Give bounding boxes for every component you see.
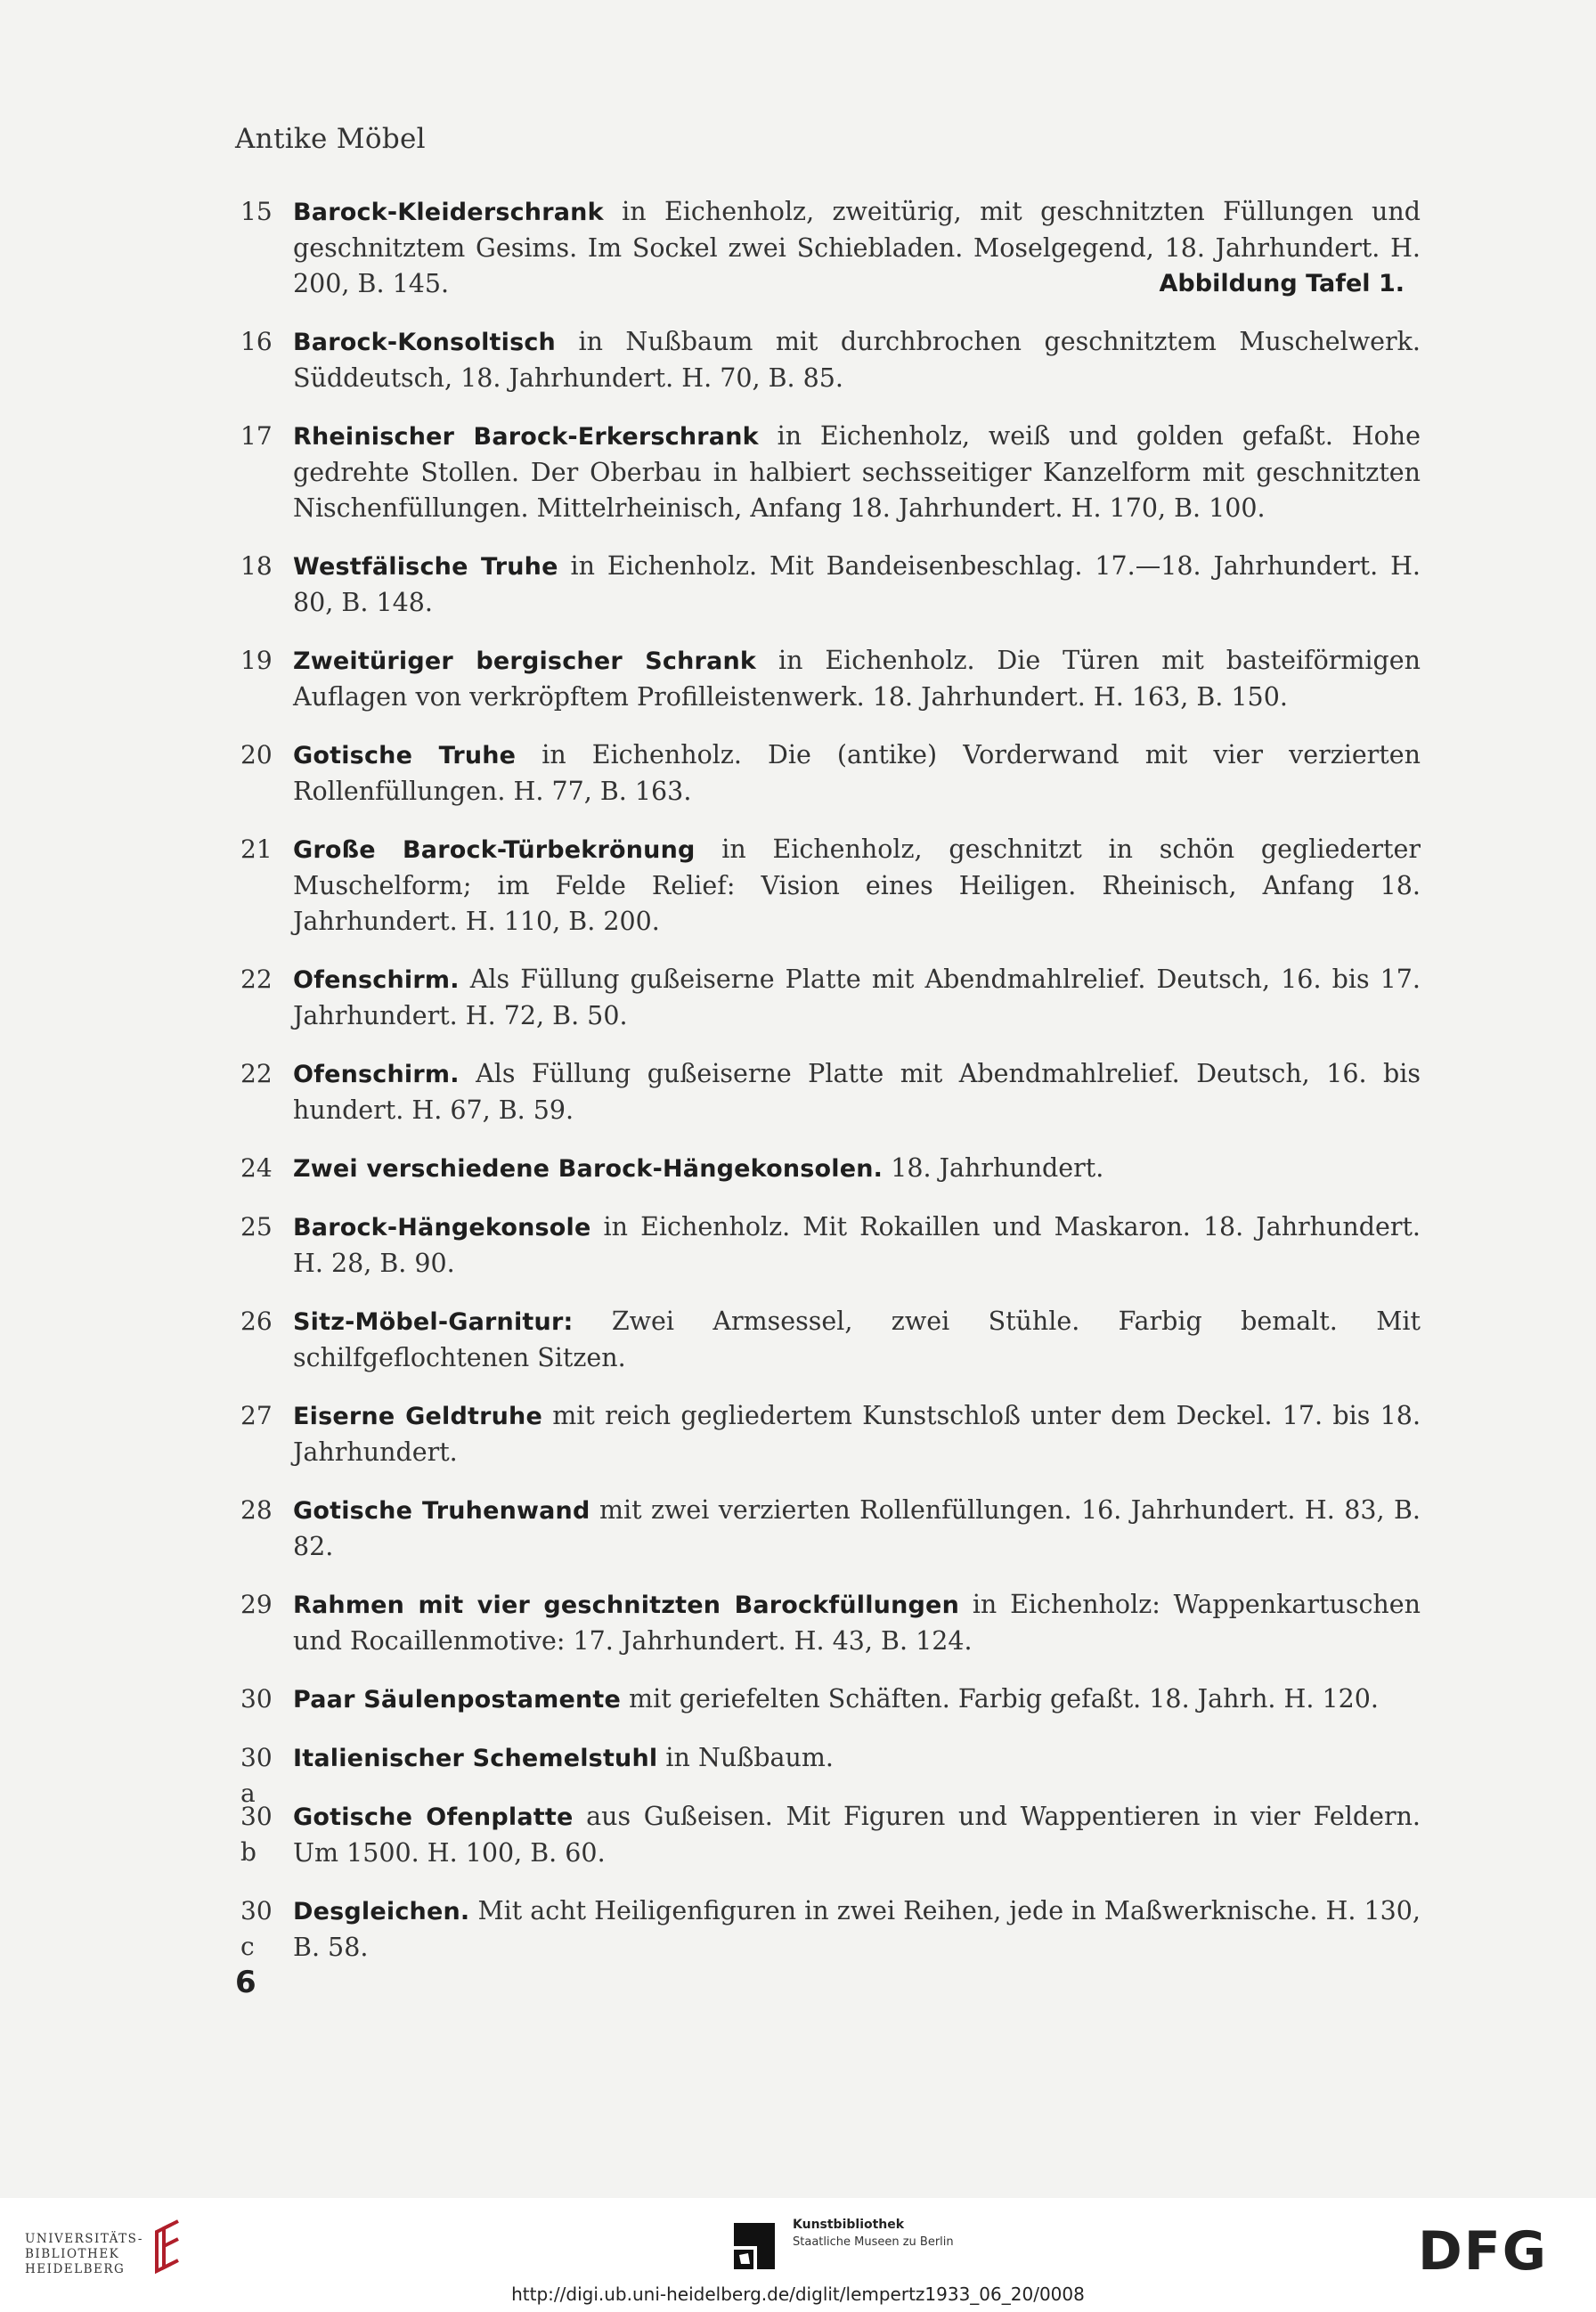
entry-description: in Eichenholz. Mit Bandeisenbeschlag. 17.—18. Jahrhundert. H. 80, B. 148. xyxy=(293,551,1421,617)
entry-body xyxy=(293,419,1421,526)
entry-number: 22 xyxy=(240,1059,273,1088)
catalog-entry xyxy=(240,1740,1421,1808)
entry-number: 27 xyxy=(240,1401,273,1430)
catalog-entry xyxy=(240,549,1421,621)
entry-description: Zwei Armsessel, zwei Stühle. Farbig bemalt. Mit schilfgeflochtenen Sitzen. xyxy=(293,1307,1421,1372)
entry-body xyxy=(293,194,1421,302)
entry-number: 24 xyxy=(240,1153,273,1183)
entry-body xyxy=(293,1056,1421,1128)
running-head: Antike Möbel xyxy=(235,123,426,155)
catalog-entry xyxy=(240,1056,1421,1128)
catalog-entry xyxy=(240,962,1421,1034)
entry-body xyxy=(293,549,1421,621)
entry-title: Zweitüriger bergischer Schrank xyxy=(293,647,757,675)
catalog-entry xyxy=(240,1681,1421,1718)
entry-title: Eiserne Geldtruhe xyxy=(293,1403,542,1430)
entry-body xyxy=(293,643,1421,715)
entry-title: Barock-Konsoltisch xyxy=(293,329,556,356)
entry-body xyxy=(293,324,1421,396)
entry-body xyxy=(293,832,1421,940)
entry-body xyxy=(293,1893,1421,1966)
entry-title: Gotische Truhenwand xyxy=(293,1497,590,1525)
entry-description: in Eichenholz, weiß und golden gefaßt. Hohe gedrehte Stollen. Der Oberbau in halbiert sechsseitiger Kanzelform mit geschnitzten Nischenfüllungen. Mittelrheinisch, Anfang 18. Jahrhundert. H. 170, B. 100. xyxy=(293,421,1421,523)
catalog-entry xyxy=(240,324,1421,396)
library-line-3: HEIDELBERG xyxy=(25,2262,126,2276)
entry-body xyxy=(293,1304,1421,1376)
entry-body xyxy=(293,1740,1421,1777)
catalog-entry xyxy=(240,737,1421,810)
entry-title: Große Barock-Türbekrönung xyxy=(293,836,696,864)
entry-body xyxy=(293,962,1421,1034)
entry-title: Zwei verschiedene Barock-Hängekonsolen. xyxy=(293,1155,884,1183)
entry-number: 30 xyxy=(240,1684,273,1714)
entry-title: Rheinischer Barock-Erkerschrank xyxy=(293,423,759,451)
entry-title: Westfälische Truhe xyxy=(293,553,558,581)
catalog-entry xyxy=(240,832,1421,940)
entry-number: 16 xyxy=(240,327,273,356)
entry-title: Barock-Kleiderschrank xyxy=(293,199,604,226)
catalog-entry xyxy=(240,419,1421,526)
entry-number: 21 xyxy=(240,834,273,864)
entry-description: in Eichenholz, zweitürig, mit geschnitzten Füllungen und geschnitztem Gesims. Im Sockel zwei Schiebladen. Moselgegend, 18. Jahrhundert. H. 200, B. 145. xyxy=(293,197,1421,298)
entry-title: Gotische Truhe xyxy=(293,742,517,769)
entry-title: Ofenschirm. xyxy=(293,966,460,994)
entry-number: 25 xyxy=(240,1212,273,1241)
catalog-entry xyxy=(240,1209,1421,1282)
entry-body xyxy=(293,737,1421,810)
entry-number: 20 xyxy=(240,740,273,769)
entry-description: mit geriefelten Schäften. Farbig gefaßt. 18. Jahrh. H. 120. xyxy=(621,1684,1379,1714)
entry-title: Ofenschirm. xyxy=(293,1061,460,1088)
entry-description: in Eichenholz. Mit Rokaillen und Maskaron. 18. Jahrhundert. H. 28, B. 90. xyxy=(293,1212,1421,1278)
entry-title: Sitz-Möbel-Garnitur: xyxy=(293,1308,574,1336)
entry-body xyxy=(293,1209,1421,1282)
catalog-entry xyxy=(240,1398,1421,1470)
library-line-2: BIBLIOTHEK xyxy=(25,2247,120,2261)
entry-number: 28 xyxy=(240,1495,273,1525)
entry-number: 18 xyxy=(240,551,273,581)
catalog-entry xyxy=(240,1799,1421,1871)
page-url-link[interactable]: http://digi.ub.uni-heidelberg.de/diglit/lempertz1933_06_20/0008 xyxy=(511,2284,1085,2305)
entry-number: 15 xyxy=(240,197,273,226)
entry-description: mit reich gegliedertem Kunstschloß unter dem Deckel. 17. bis 18. Jahrhundert. xyxy=(293,1401,1421,1467)
university-library-logo-icon xyxy=(144,2219,189,2276)
entry-body xyxy=(293,1681,1421,1718)
entry-number: 22 xyxy=(240,965,273,994)
entry-description: in Eichenholz: Wappenkartuschen und Rocaillenmotive: 17. Jahrhundert. H. 43, B. 124. xyxy=(293,1590,1421,1656)
catalog-entry xyxy=(240,194,1421,302)
entry-description: in Eichenholz, geschnitzt in schön gegliederter Muschelform; im Felde Relief: Vision eines Heiligen. Rheinisch, Anfang 18. Jahrhundert. H. 110, B. 200. xyxy=(293,834,1421,936)
entry-figure-reference: Abbildung Tafel 1. xyxy=(1159,270,1405,297)
entry-description: mit zwei verzierten Rollenfüllungen. 16. Jahrhundert. H. 83, B. 82. xyxy=(293,1495,1421,1561)
entry-body xyxy=(293,1799,1421,1871)
footer-bar xyxy=(0,2198,1596,2312)
entry-body xyxy=(293,1587,1421,1659)
entry-description: in Eichenholz. Die (antike) Vorderwand mit vier verzierten Rollenfüllungen. H. 77, B. 163. xyxy=(293,740,1421,806)
entry-title: Rahmen mit vier geschnitzten Barockfüllungen xyxy=(293,1592,959,1619)
catalog-entry xyxy=(240,1493,1421,1565)
entry-number: 19 xyxy=(240,646,273,675)
entry-number: 30 c xyxy=(240,1896,273,1961)
entry-title: Barock-Hängekonsole xyxy=(293,1214,591,1241)
library-line-1: UNIVERSITÄTS- xyxy=(25,2232,143,2246)
kunstbibliothek-logo-icon xyxy=(730,2219,778,2273)
entry-number: 30 b xyxy=(240,1802,273,1867)
entry-body xyxy=(293,1151,1421,1187)
catalog-entry xyxy=(240,1151,1421,1187)
entry-title: Desgleichen. xyxy=(293,1898,470,1925)
entry-description: in Nußbaum mit durchbrochen geschnitztem Muschelwerk. Süddeutsch, 18. Jahrhundert. H. 70, B. 85. xyxy=(293,327,1421,393)
kunstbibliothek-name: Kunstbibliothek xyxy=(793,2218,905,2232)
entry-description: Mit acht Heiligenfiguren in zwei Reihen, jede in Maßwerknische. H. 130, B. 58. xyxy=(293,1896,1421,1962)
catalog-entry xyxy=(240,1304,1421,1376)
entry-number: 30 a xyxy=(240,1743,273,1808)
entry-description: in Eichenholz. Die Türen mit basteiförmigen Auflagen von verkröpftem Profilleistenwerk. 18. Jahrhundert. H. 163, B. 150. xyxy=(293,646,1421,712)
entry-description: Als Füllung gußeiserne Platte mit Abendmahlrelief. Deutsch, 16. bis 17. Jahrhundert. H. 72, B. 50. xyxy=(293,965,1421,1030)
catalog-entries xyxy=(240,194,1421,1988)
university-library-name xyxy=(25,2232,143,2277)
entry-title: Italienischer Schemelstuhl xyxy=(293,1745,658,1772)
dfg-logo: DFG xyxy=(1418,2220,1549,2283)
entry-title: Paar Säulenpostamente xyxy=(293,1686,622,1714)
kunstbibliothek-subtitle: Staatliche Museen zu Berlin xyxy=(793,2235,954,2249)
entry-body xyxy=(293,1493,1421,1565)
catalog-entry xyxy=(240,1587,1421,1659)
catalog-entry xyxy=(240,643,1421,715)
entry-number: 17 xyxy=(240,421,273,451)
entry-description: in Nußbaum. xyxy=(657,1743,834,1772)
entry-description: aus Gußeisen. Mit Figuren und Wappentieren in vier Feldern. Um 1500. H. 100, B. 60. xyxy=(293,1802,1421,1868)
catalog-entry xyxy=(240,1893,1421,1966)
entry-description: 18. Jahrhundert. xyxy=(883,1153,1104,1183)
entry-description: Als Füllung gußeiserne Platte mit Abendmahlrelief. Deutsch, 16. bis hundert. H. 67, B. 59. xyxy=(293,1059,1421,1125)
entry-title: Gotische Ofenplatte xyxy=(293,1803,574,1831)
entry-body xyxy=(293,1398,1421,1470)
entry-number: 29 xyxy=(240,1590,273,1619)
page-number: 6 xyxy=(235,1965,256,2000)
entry-number: 26 xyxy=(240,1307,273,1336)
